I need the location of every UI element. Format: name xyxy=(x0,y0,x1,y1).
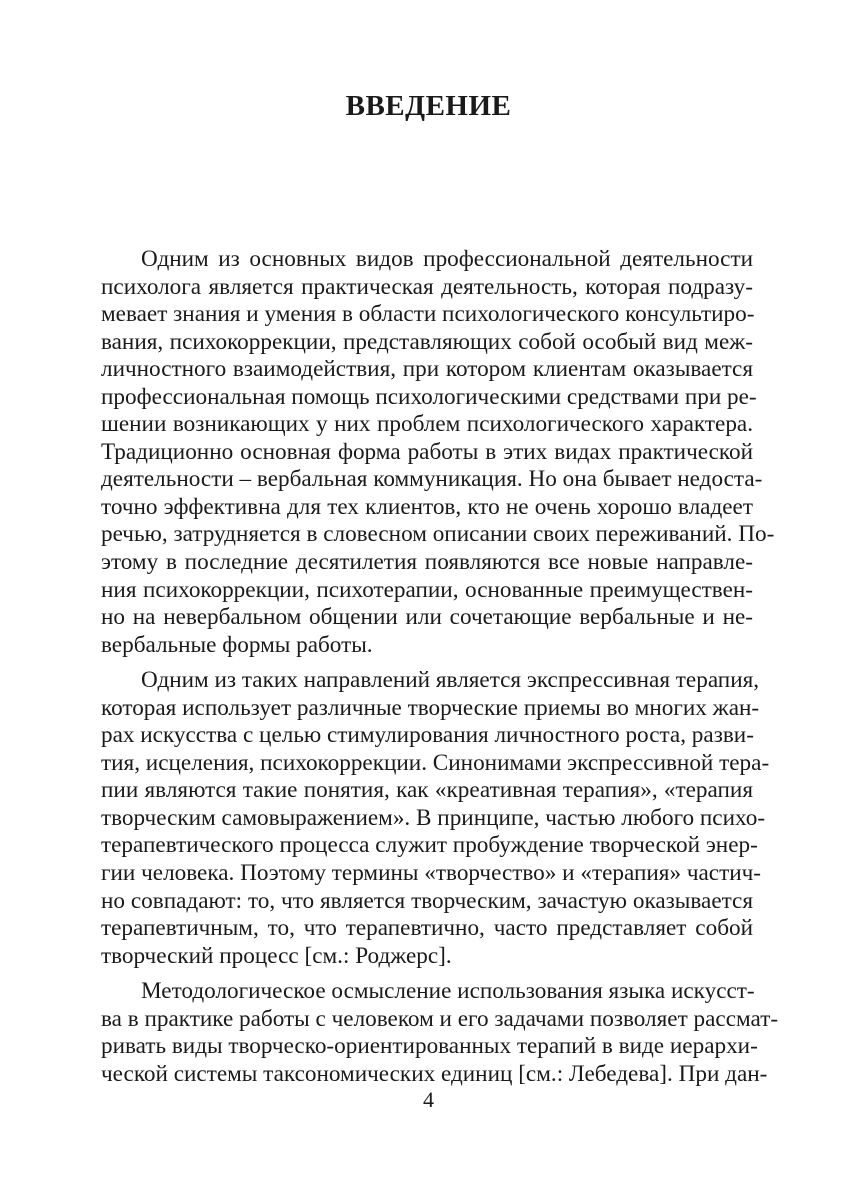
text-line: но совпадают: то, что является творческим, зачастую оказывается xyxy=(101,887,753,914)
text-line: Традиционно основная форма работы в этих видах практической xyxy=(101,438,753,465)
text-line: но на невербальном общении или сочетающие вербальные и не- xyxy=(101,604,753,631)
body-text xyxy=(101,246,779,1096)
text-line: психолога является практическая деятельность, которая подразу- xyxy=(101,273,753,300)
paragraph-2 xyxy=(101,667,770,970)
text-line: личностного взаимодействия, при котором клиентам оказывается xyxy=(101,356,753,383)
text-line: ва в практике работы с человеком и его задачами позволяет рассмат- xyxy=(101,1005,779,1032)
text-line: Одним из основных видов профессиональной деятельности xyxy=(141,246,753,272)
chapter-title: ВВЕДЕНИЕ xyxy=(345,90,512,122)
text-line: которая использует различные творческие приемы во многих жан- xyxy=(101,694,760,721)
text-line: терапевтичным, то, что терапевтично, часто представляет собой xyxy=(101,915,753,942)
text-line: точно эффективна для тех клиентов, кто не очень хорошо владеет xyxy=(101,493,753,520)
text-line: речью, затрудняется в словесном описании своих переживаний. По- xyxy=(101,521,775,548)
text-line: гии человека. Поэтому термины «творчество» и «терапия» частич- xyxy=(101,860,762,887)
text-line: тия, исцеления, психокоррекции. Синонимами экспрессивной тера- xyxy=(101,749,770,776)
text-line: творческим самовыражением». В принципе, частью любого психо- xyxy=(101,804,766,831)
text-line: пии являются такие понятия, как «креативная терапия», «терапия xyxy=(101,777,753,804)
text-line: вербальные формы работы. xyxy=(101,631,373,658)
text-line: творческий процесс [см.: Роджерс]. xyxy=(101,942,452,969)
text-line: этому в последние десятилетия появляются все новые направле- xyxy=(101,549,753,576)
paragraph-1 xyxy=(101,246,775,659)
text-line: вания, психокоррекции, представляющих собой особый вид меж- xyxy=(101,328,753,355)
page-number: 4 xyxy=(423,1087,434,1112)
paragraph-3 xyxy=(101,978,779,1088)
text-line: профессиональная помощь психологическими средствами при ре- xyxy=(101,383,757,410)
text-line: деятельности – вербальная коммуникация. Но она бывает недоста- xyxy=(101,466,763,493)
text-line: терапевтического процесса служит пробуждение творческой энер- xyxy=(101,832,758,859)
text-line: шении возникающих у них проблем психологического характера. xyxy=(101,411,753,438)
text-line: ривать виды творческо-ориентированных терапий в виде иерархи- xyxy=(101,1033,758,1060)
text-line: ния психокоррекции, психотерапии, основанные преимуществен- xyxy=(101,576,753,603)
text-line: мевает знания и умения в области психологического консультиро- xyxy=(101,301,755,328)
text-line: Методологическое осмысление использования языка искусст- xyxy=(141,978,755,1005)
text-line: ческой системы таксономических единиц [см.: Лебедева]. При дан- xyxy=(101,1060,768,1087)
text-line: Одним из таких направлений является экспрессивная терапия, xyxy=(141,667,760,694)
text-line: рах искусства с целью стимулирования личностного роста, разви- xyxy=(101,722,754,749)
